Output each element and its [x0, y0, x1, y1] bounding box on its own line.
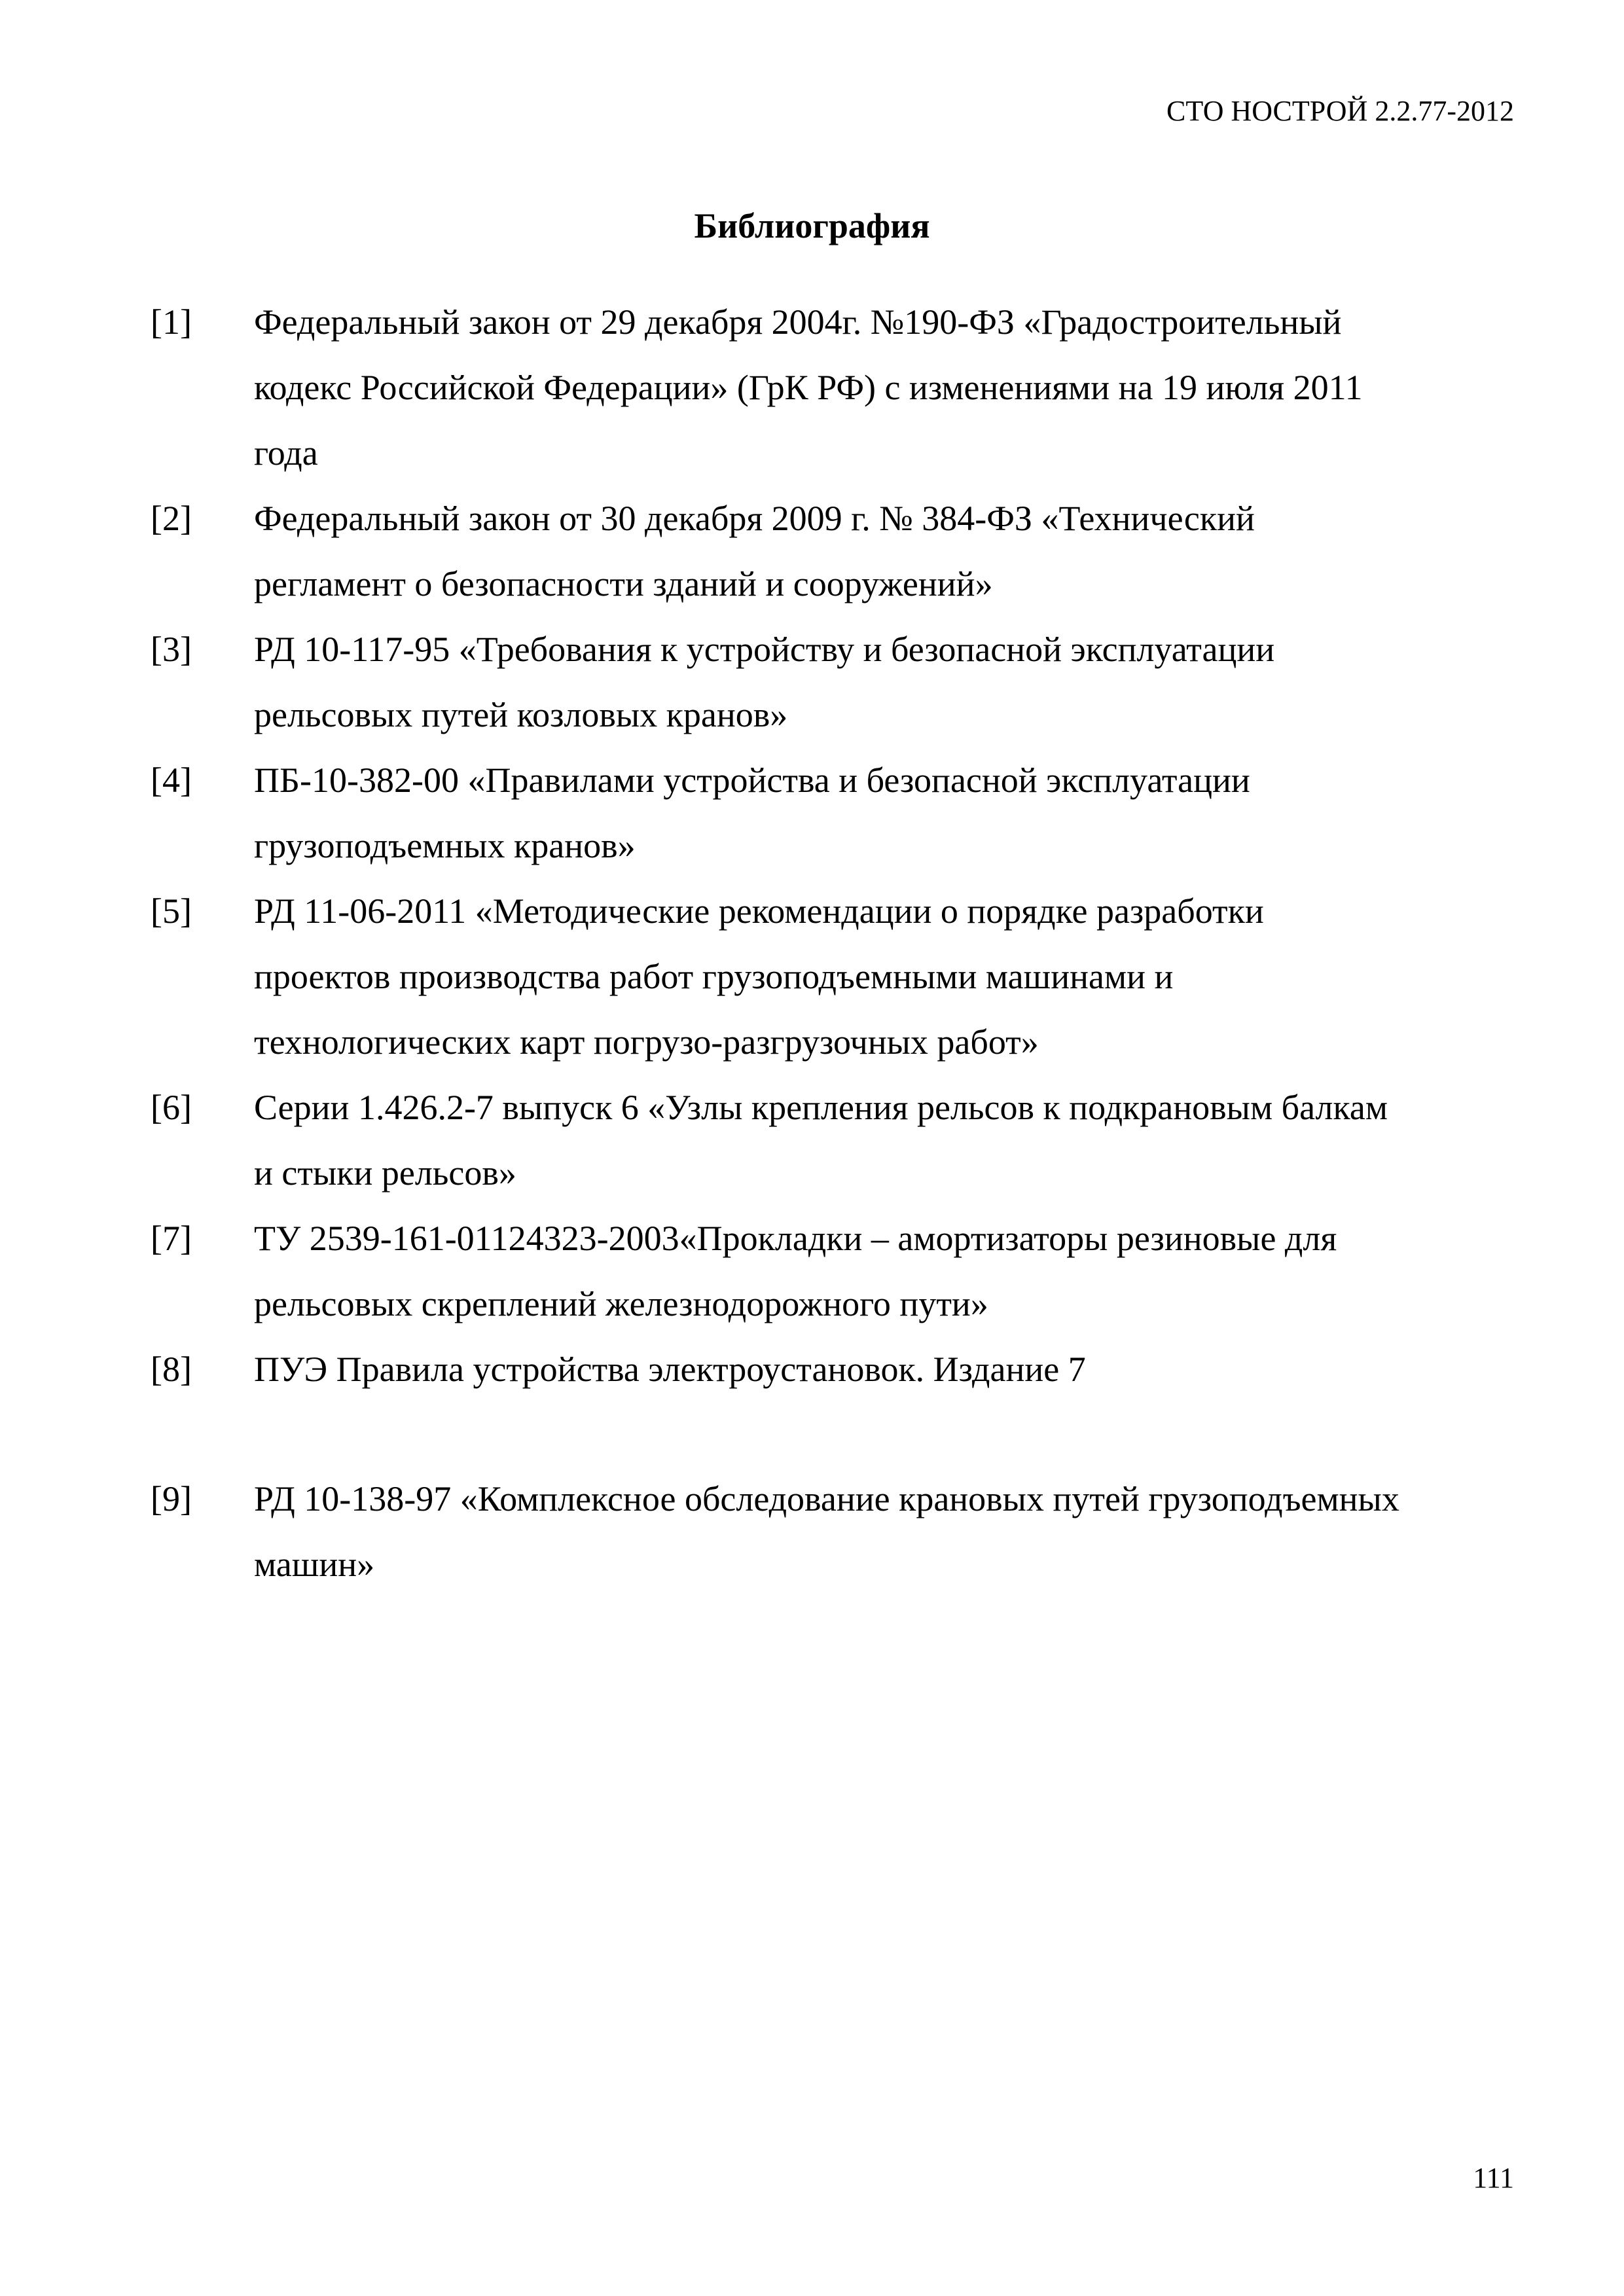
reference-number: [8]	[151, 1350, 192, 1389]
document-code-header: СТО НОСТРОЙ 2.2.77-2012	[1166, 95, 1514, 127]
bibliography-entry-3	[151, 617, 1545, 747]
reference-number: [3]	[151, 630, 192, 669]
reference-text: РД 10-117-95 «Требования к устройству и безопасной эксплуатации рельсовых путей козловых кранов»	[254, 630, 1275, 734]
reference-text: РД 10-138-97 «Комплексное обследование крановых путей грузоподъемных машин»	[254, 1479, 1399, 1584]
reference-text: РД 11-06-2011 «Методические рекомендации о порядке разработки проектов производства работ грузоподъемными машинами и технологических карт погрузо-разгрузочных работ»	[254, 891, 1264, 1062]
reference-number: [2]	[151, 499, 192, 538]
reference-number: [4]	[151, 761, 192, 800]
reference-number: [7]	[151, 1219, 192, 1258]
bibliography-entry-4	[151, 747, 1545, 878]
bibliography-entry-1	[151, 289, 1545, 486]
reference-text: ПУЭ Правила устройства электроустановок. Издание 7	[254, 1350, 1086, 1389]
reference-number: [5]	[151, 891, 192, 931]
bibliography-entry-9	[151, 1466, 1545, 1597]
bibliography-entry-5	[151, 878, 1545, 1075]
bibliography-entry-2	[151, 486, 1545, 617]
reference-text: Серии 1.426.2-7 выпуск 6 «Узлы крепления рельсов к подкрановым балкам и стыки рельсов»	[254, 1088, 1388, 1193]
page-number: 111	[1473, 2162, 1514, 2194]
page-title: Библиография	[694, 206, 930, 245]
bibliography-entry-6	[151, 1075, 1545, 1206]
reference-number: [1]	[151, 302, 192, 342]
reference-text: ПБ-10-382-00 «Правилами устройства и безопасной эксплуатации грузоподъемных кранов»	[254, 761, 1250, 865]
reference-number: [6]	[151, 1088, 192, 1127]
bibliography-entry-7	[151, 1206, 1545, 1336]
reference-text: Федеральный закон от 29 декабря 2004г. №190-ФЗ «Градостроительный кодекс Российской Федерации» (ГрК РФ) с изменениями на 19 июля 2011 года	[254, 302, 1363, 473]
reference-text: Федеральный закон от 30 декабря 2009 г. № 384-ФЗ «Технический регламент о безопасности зданий и сооружений»	[254, 499, 1255, 603]
reference-number: [9]	[151, 1479, 192, 1518]
reference-text: ТУ 2539-161-01124323-2003«Прокладки – амортизаторы резиновые для рельсовых скреплений железнодорожного пути»	[254, 1219, 1337, 1323]
bibliography-entry-8	[151, 1336, 1545, 1402]
